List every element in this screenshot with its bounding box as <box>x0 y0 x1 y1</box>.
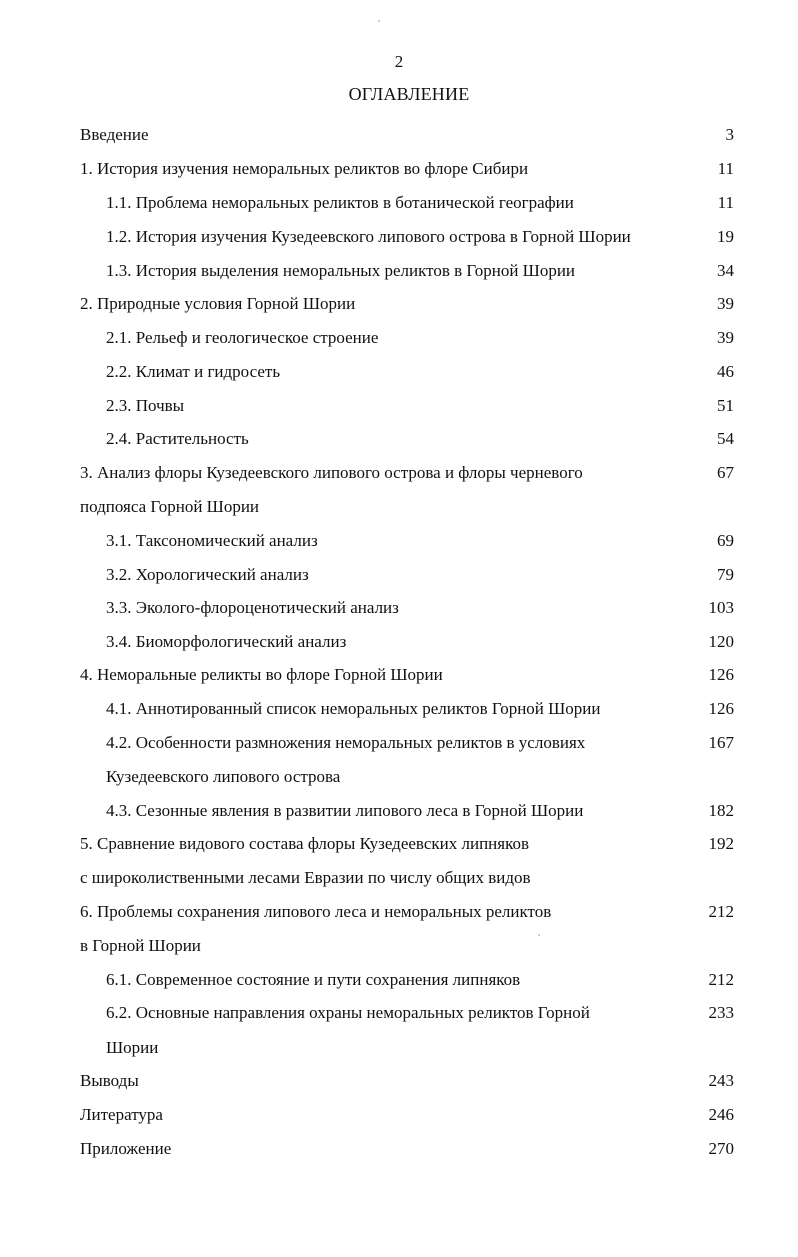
scan-speck <box>378 20 380 22</box>
toc-entry-section-3-2[interactable]: 3.2. Хорологический анализ <box>106 565 309 584</box>
toc-page-section-1-3: 34 <box>717 261 734 280</box>
toc-entry-section-4-2-cont[interactable]: Кузедеевского липового острова <box>106 767 341 786</box>
toc-page-section-4-1: 126 <box>708 699 734 718</box>
toc-entry-section-2-3[interactable]: 2.3. Почвы <box>106 396 185 415</box>
toc-entry-section-6-1[interactable]: 6.1. Современное состояние и пути сохранения липняков <box>106 970 521 989</box>
toc-page-chapter-5: 192 <box>708 834 734 853</box>
toc-entry-section-6-2-cont[interactable]: Шории <box>106 1038 159 1057</box>
toc-page-chapter-6: 212 <box>708 902 734 921</box>
scan-speck <box>538 934 540 936</box>
toc-entry-section-2-1[interactable]: 2.1. Рельеф и геологическое строение <box>106 328 379 347</box>
page-title: ОГЛАВЛЕНИЕ <box>348 84 470 104</box>
toc-entry-section-3-1[interactable]: 3.1. Таксономический анализ <box>106 531 318 550</box>
toc-page-section-4-3: 182 <box>708 801 734 820</box>
toc-entry-section-4-2[interactable]: 4.2. Особенности размножения неморальных реликтов в условиях <box>106 733 586 752</box>
toc-entry-section-1-2[interactable]: 1.2. История изучения Кузедеевского липового острова в Горной Шории <box>106 227 631 246</box>
toc-page-section-3-4: 120 <box>708 632 734 651</box>
toc-page-chapter-3: 67 <box>717 463 734 482</box>
toc-page-section-3-3: 103 <box>708 598 734 617</box>
toc-page-section-6-1: 212 <box>708 970 734 989</box>
toc-entry-chapter-1[interactable]: 1. История изучения неморальных реликтов во флоре Сибири <box>80 159 529 178</box>
toc-page-section-2-4: 54 <box>717 429 734 448</box>
toc-entry-literature[interactable]: Литература <box>80 1105 163 1124</box>
toc-entry-intro[interactable]: Введение <box>80 125 149 144</box>
toc-entry-chapter-2[interactable]: 2. Природные условия Горной Шории <box>80 294 356 313</box>
toc-entry-chapter-5[interactable]: 5. Сравнение видового состава флоры Кузедеевских липняков <box>80 834 530 853</box>
toc-entry-section-4-1[interactable]: 4.1. Аннотированный список неморальных реликтов Горной Шории <box>106 699 601 718</box>
toc-entry-section-2-4[interactable]: 2.4. Растительность <box>106 429 249 448</box>
toc-entry-chapter-4[interactable]: 4. Неморальные реликты во флоре Горной Шории <box>80 665 443 684</box>
page-number: 2 <box>394 52 404 71</box>
toc-entry-section-3-3[interactable]: 3.3. Эколого-флороценотический анализ <box>106 598 399 617</box>
toc-page-chapter-2: 39 <box>717 294 734 313</box>
toc-page-literature: 246 <box>708 1105 734 1124</box>
toc-entry-appendix[interactable]: Приложение <box>80 1139 172 1158</box>
toc-page-section-3-2: 79 <box>717 565 734 584</box>
toc-entry-chapter-5-cont[interactable]: с широколиственными лесами Евразии по числу общих видов <box>80 868 531 887</box>
toc-entry-chapter-6-cont[interactable]: в Горной Шории <box>80 936 201 955</box>
toc-entry-section-6-2[interactable]: 6.2. Основные направления охраны неморальных реликтов Горной <box>106 1003 590 1022</box>
toc-entry-chapter-3[interactable]: 3. Анализ флоры Кузедеевского липового острова и флоры черневого <box>80 463 583 482</box>
toc-entry-section-2-2[interactable]: 2.2. Климат и гидросеть <box>106 362 281 381</box>
toc-page-chapter-1: 11 <box>717 159 734 178</box>
toc-page-conclusions: 243 <box>708 1071 734 1090</box>
toc-entry-conclusions[interactable]: Выводы <box>80 1071 139 1090</box>
toc-page-intro: 3 <box>725 125 734 144</box>
toc-entry-chapter-3-cont[interactable]: подпояса Горной Шории <box>80 497 260 516</box>
toc-page-chapter-4: 126 <box>708 665 734 684</box>
toc-entry-section-1-1[interactable]: 1.1. Проблема неморальных реликтов в ботанической географии <box>106 193 574 212</box>
toc-entry-section-3-4[interactable]: 3.4. Биоморфологический анализ <box>106 632 347 651</box>
toc-page-section-3-1: 69 <box>717 531 734 550</box>
toc-page-section-2-2: 46 <box>717 362 734 381</box>
toc-entry-chapter-6[interactable]: 6. Проблемы сохранения липового леса и неморальных реликтов <box>80 902 552 921</box>
toc-page-section-2-3: 51 <box>717 396 734 415</box>
toc-page-appendix: 270 <box>708 1139 734 1158</box>
toc-entry-section-1-3[interactable]: 1.3. История выделения неморальных реликтов в Горной Шории <box>106 261 576 280</box>
toc-page-section-6-2: 233 <box>708 1003 734 1022</box>
toc-page-section-2-1: 39 <box>717 328 734 347</box>
toc-entry-section-4-3[interactable]: 4.3. Сезонные явления в развитии липового леса в Горной Шории <box>106 801 584 820</box>
toc-page-section-1-2: 19 <box>717 227 734 246</box>
toc-page-section-1-1: 11 <box>717 193 734 212</box>
toc-page-section-4-2: 167 <box>708 733 734 752</box>
